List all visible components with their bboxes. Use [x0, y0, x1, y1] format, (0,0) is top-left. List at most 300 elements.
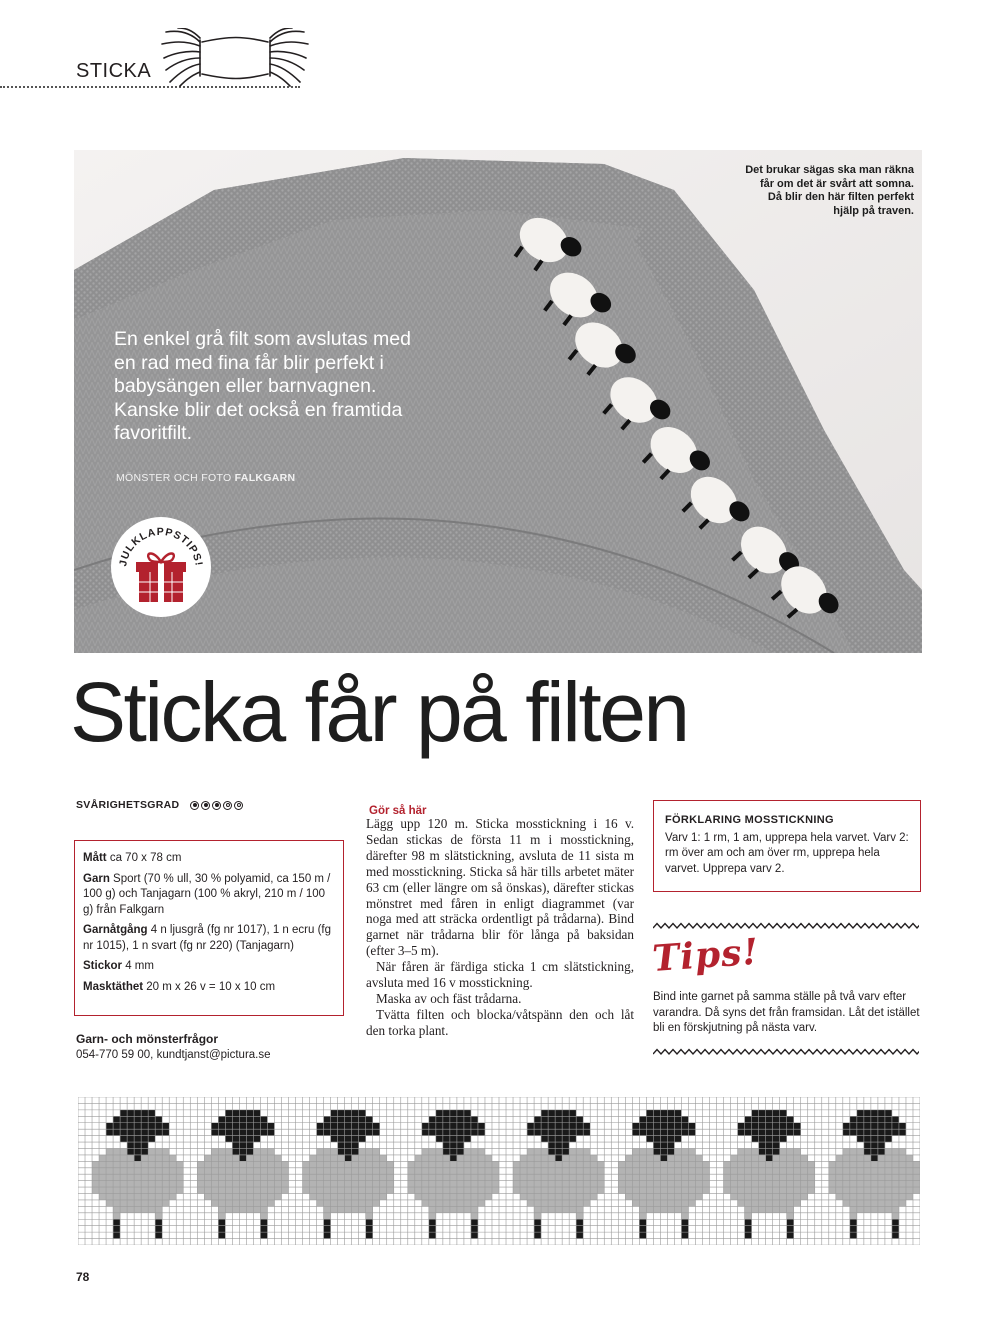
chart-cell-black	[366, 1219, 373, 1225]
chart-cell-grey	[225, 1155, 232, 1161]
chart-cell-grey	[562, 1187, 569, 1193]
chart-cell-grey	[310, 1187, 317, 1193]
chart-cell-grey	[415, 1194, 422, 1200]
chart-cell-grey	[864, 1187, 871, 1193]
chart-cell-black	[667, 1123, 674, 1129]
chart-cell-grey	[464, 1148, 471, 1154]
chart-cell-grey	[576, 1155, 583, 1161]
chart-cell-black	[141, 1142, 148, 1148]
chart-cell-grey	[317, 1174, 324, 1180]
chart-cell-grey	[590, 1194, 597, 1200]
chart-cell-grey	[303, 1161, 310, 1167]
chart-cell-black	[246, 1116, 253, 1122]
chart-cell-grey	[366, 1213, 373, 1219]
chart-cell-black	[471, 1123, 478, 1129]
chart-cell-black	[639, 1226, 646, 1232]
chart-cell-grey	[155, 1168, 162, 1174]
chart-cell-black	[155, 1219, 162, 1225]
chart-cell-grey	[127, 1174, 134, 1180]
chart-cell-black	[660, 1129, 667, 1135]
chart-cell-grey	[162, 1161, 169, 1167]
chart-cell-grey	[569, 1168, 576, 1174]
chart-cell-grey	[120, 1187, 127, 1193]
chart-cell-black	[787, 1226, 794, 1232]
chart-cell-grey	[422, 1174, 429, 1180]
chart-cell-black	[134, 1142, 141, 1148]
chart-cell-grey	[162, 1148, 169, 1154]
chart-cell-grey	[850, 1168, 857, 1174]
chart-cell-grey	[745, 1206, 752, 1212]
chart-cell-grey	[232, 1206, 239, 1212]
chart-cell-grey	[429, 1174, 436, 1180]
chart-cell-grey	[352, 1155, 359, 1161]
chart-cell-grey	[148, 1200, 155, 1206]
chart-cell-grey	[120, 1206, 127, 1212]
chart-cell-grey	[422, 1187, 429, 1193]
chart-cell-grey	[148, 1168, 155, 1174]
difficulty-dot-filled	[212, 801, 221, 810]
chart-cell-black	[759, 1136, 766, 1142]
chart-cell-black	[260, 1123, 267, 1129]
chart-cell-black	[555, 1116, 562, 1122]
chart-cell-grey	[667, 1206, 674, 1212]
chart-cell-grey	[801, 1187, 808, 1193]
moss-text: Varv 1: 1 rm, 1 am, upprepa hela varvet. Varv 2: rm över am och am över rm, upprepa hela varvet. Upprepa varv 2.	[665, 831, 909, 875]
chart-cell-black	[422, 1123, 429, 1129]
chart-cell-black	[457, 1136, 464, 1142]
photo-credit	[116, 472, 295, 484]
chart-cell-black	[667, 1129, 674, 1135]
chart-cell-grey	[239, 1181, 246, 1187]
chart-cell-grey	[843, 1148, 850, 1154]
chart-cell-grey	[232, 1155, 239, 1161]
chart-cell-grey	[639, 1213, 646, 1219]
chart-cell-black	[681, 1123, 688, 1129]
chart-cell-grey	[464, 1206, 471, 1212]
chart-cell-grey	[324, 1174, 331, 1180]
method-heading: Gör så här	[369, 805, 427, 817]
chart-cell-grey	[429, 1168, 436, 1174]
chart-cell-black	[660, 1136, 667, 1142]
chart-cell-black	[443, 1142, 450, 1148]
chart-cell-grey	[303, 1187, 310, 1193]
chart-cell-grey	[387, 1168, 394, 1174]
chart-cell-black	[373, 1123, 380, 1129]
chart-cell-grey	[787, 1194, 794, 1200]
chart-cell-grey	[155, 1200, 162, 1206]
chart-cell-grey	[422, 1168, 429, 1174]
chart-cell-grey	[787, 1155, 794, 1161]
chart-cell-grey	[267, 1194, 274, 1200]
chart-cell-grey	[338, 1200, 345, 1206]
chart-cell-grey	[415, 1181, 422, 1187]
chart-cell-grey	[548, 1194, 555, 1200]
chart-cell-grey	[331, 1187, 338, 1193]
chart-cell-black	[366, 1123, 373, 1129]
chart-cell-grey	[576, 1148, 583, 1154]
chart-cell-grey	[464, 1200, 471, 1206]
chart-cell-grey	[878, 1181, 885, 1187]
chart-cell-grey	[373, 1148, 380, 1154]
chart-cell-black	[787, 1232, 794, 1238]
chart-cell-grey	[857, 1206, 864, 1212]
chart-cell-black	[338, 1129, 345, 1135]
chart-cell-grey	[766, 1200, 773, 1206]
chart-cell-grey	[338, 1181, 345, 1187]
chart-cell-grey	[373, 1155, 380, 1161]
chart-cell-grey	[485, 1174, 492, 1180]
chart-cell-black	[324, 1123, 331, 1129]
chart-cell-grey	[773, 1161, 780, 1167]
chart-cell-grey	[331, 1194, 338, 1200]
chart-cell-black	[555, 1129, 562, 1135]
chart-cell-grey	[303, 1181, 310, 1187]
chart-cell-grey	[913, 1187, 920, 1193]
chart-cell-black	[569, 1116, 576, 1122]
chart-cell-grey	[253, 1148, 260, 1154]
chart-cell-black	[562, 1148, 569, 1154]
chart-cell-black	[752, 1129, 759, 1135]
chart-cell-grey	[113, 1168, 120, 1174]
chart-cell-grey	[359, 1168, 366, 1174]
chart-cell-grey	[471, 1148, 478, 1154]
knitting-chart	[78, 1097, 920, 1245]
chart-cell-grey	[562, 1161, 569, 1167]
chart-cell-black	[885, 1116, 892, 1122]
chart-cell-grey	[646, 1174, 653, 1180]
chart-cell-black	[253, 1136, 260, 1142]
chart-cell-black	[246, 1110, 253, 1116]
chart-cell-grey	[127, 1155, 134, 1161]
chart-cell-grey	[317, 1194, 324, 1200]
chart-cell-grey	[892, 1194, 899, 1200]
chart-cell-black	[850, 1123, 857, 1129]
method-paragraph: Maska av och fäst trådarna.	[376, 990, 522, 1006]
chart-cell-grey	[274, 1161, 281, 1167]
chart-cell-grey	[625, 1168, 632, 1174]
chart-cell-black	[773, 1129, 780, 1135]
chart-cell-black	[871, 1136, 878, 1142]
chart-cell-black	[864, 1110, 871, 1116]
chart-cell-grey	[787, 1148, 794, 1154]
chart-cell-black	[134, 1148, 141, 1154]
chart-cell-black	[639, 1123, 646, 1129]
chart-cell-black	[766, 1116, 773, 1122]
chart-grid	[78, 1097, 920, 1245]
chart-cell-grey	[436, 1174, 443, 1180]
chart-cell-grey	[766, 1194, 773, 1200]
chart-cell-black	[352, 1116, 359, 1122]
chart-cell-grey	[225, 1206, 232, 1212]
chart-cell-grey	[148, 1194, 155, 1200]
chart-cell-black	[464, 1123, 471, 1129]
chart-cell-grey	[127, 1206, 134, 1212]
chart-cell-grey	[639, 1174, 646, 1180]
chart-cell-black	[759, 1123, 766, 1129]
chart-cell-grey	[527, 1168, 534, 1174]
chart-cell-grey	[541, 1155, 548, 1161]
chart-cell-grey	[317, 1155, 324, 1161]
chart-cell-grey	[695, 1181, 702, 1187]
chart-cell-grey	[773, 1194, 780, 1200]
chart-cell-black	[331, 1110, 338, 1116]
chart-cell-grey	[850, 1187, 857, 1193]
chart-cell-black	[457, 1123, 464, 1129]
chart-cell-black	[457, 1148, 464, 1154]
chart-cell-black	[366, 1129, 373, 1135]
chart-cell-grey	[745, 1200, 752, 1206]
chart-cell-grey	[681, 1200, 688, 1206]
chart-cell-grey	[520, 1155, 527, 1161]
chart-cell-grey	[162, 1168, 169, 1174]
chart-cell-grey	[436, 1194, 443, 1200]
chart-cell-grey	[674, 1148, 681, 1154]
chart-cell-grey	[660, 1200, 667, 1206]
chart-cell-grey	[780, 1200, 787, 1206]
chart-cell-grey	[246, 1155, 253, 1161]
chart-cell-grey	[787, 1168, 794, 1174]
chart-cell-grey	[674, 1194, 681, 1200]
chart-cell-grey	[92, 1168, 99, 1174]
chart-cell-black	[148, 1129, 155, 1135]
chart-cell-grey	[317, 1200, 324, 1206]
chart-cell-grey	[590, 1168, 597, 1174]
chart-cell-grey	[253, 1168, 260, 1174]
chart-cell-grey	[366, 1194, 373, 1200]
chart-cell-black	[759, 1129, 766, 1135]
chart-cell-grey	[639, 1187, 646, 1193]
chart-cell-grey	[106, 1174, 113, 1180]
chart-cell-grey	[429, 1161, 436, 1167]
chart-cell-black	[260, 1226, 267, 1232]
chart-cell-grey	[766, 1168, 773, 1174]
chart-cell-black	[218, 1226, 225, 1232]
chart-cell-black	[885, 1129, 892, 1135]
chart-cell-grey	[260, 1194, 267, 1200]
chart-cell-black	[246, 1123, 253, 1129]
chart-cell-grey	[359, 1206, 366, 1212]
chart-cell-black	[260, 1116, 267, 1122]
chart-cell-grey	[155, 1148, 162, 1154]
chart-cell-grey	[310, 1194, 317, 1200]
chart-cell-grey	[267, 1200, 274, 1206]
chart-cell-grey	[260, 1187, 267, 1193]
chart-cell-grey	[345, 1206, 352, 1212]
chart-cell-grey	[688, 1161, 695, 1167]
chart-cell-black	[464, 1110, 471, 1116]
chart-cell-black	[345, 1123, 352, 1129]
chart-cell-black	[562, 1136, 569, 1142]
chart-cell-black	[239, 1136, 246, 1142]
chart-cell-grey	[681, 1148, 688, 1154]
chart-cell-black	[239, 1148, 246, 1154]
chart-cell-grey	[864, 1194, 871, 1200]
chart-cell-grey	[548, 1187, 555, 1193]
chart-cell-grey	[387, 1181, 394, 1187]
chart-cell-grey	[429, 1181, 436, 1187]
chart-cell-black	[576, 1123, 583, 1129]
chart-cell-grey	[794, 1174, 801, 1180]
chart-cell-black	[239, 1123, 246, 1129]
chart-cell-grey	[625, 1181, 632, 1187]
chart-cell-grey	[345, 1174, 352, 1180]
chart-cell-grey	[892, 1200, 899, 1206]
chart-cell-black	[555, 1142, 562, 1148]
chart-cell-grey	[667, 1161, 674, 1167]
chart-cell-grey	[787, 1174, 794, 1180]
chart-cell-grey	[352, 1168, 359, 1174]
chart-cell-grey	[576, 1213, 583, 1219]
chart-cell-grey	[274, 1174, 281, 1180]
chart-cell-black	[225, 1116, 232, 1122]
chart-cell-grey	[653, 1168, 660, 1174]
chart-cell-grey	[871, 1194, 878, 1200]
chart-cell-black	[892, 1226, 899, 1232]
chart-cell-grey	[436, 1206, 443, 1212]
chart-cell-black	[787, 1116, 794, 1122]
chart-cell-black	[660, 1142, 667, 1148]
chart-cell-grey	[794, 1168, 801, 1174]
chart-cell-grey	[752, 1174, 759, 1180]
chart-cell-black	[548, 1116, 555, 1122]
chart-cell-grey	[569, 1161, 576, 1167]
chart-cell-black	[541, 1123, 548, 1129]
chart-cell-grey	[120, 1181, 127, 1187]
chart-cell-black	[759, 1148, 766, 1154]
chart-cell-grey	[857, 1174, 864, 1180]
chart-cell-grey	[429, 1155, 436, 1161]
chart-cell-grey	[843, 1155, 850, 1161]
chart-cell-grey	[597, 1161, 604, 1167]
chart-cell-grey	[169, 1168, 176, 1174]
chart-cell-grey	[674, 1168, 681, 1174]
chart-cell-grey	[485, 1161, 492, 1167]
chart-cell-grey	[429, 1213, 436, 1219]
chart-cell-grey	[527, 1148, 534, 1154]
chart-cell-black	[450, 1116, 457, 1122]
chart-cell-grey	[787, 1181, 794, 1187]
chart-cell-black	[429, 1116, 436, 1122]
chart-cell-grey	[239, 1168, 246, 1174]
chart-cell-grey	[338, 1168, 345, 1174]
chart-cell-grey	[843, 1194, 850, 1200]
chart-cell-grey	[331, 1161, 338, 1167]
chart-cell-black	[843, 1129, 850, 1135]
chart-cell-grey	[625, 1155, 632, 1161]
chart-cell-grey	[541, 1206, 548, 1212]
chart-cell-grey	[681, 1213, 688, 1219]
chart-cell-grey	[871, 1181, 878, 1187]
chart-cell-grey	[338, 1174, 345, 1180]
chart-cell-black	[562, 1129, 569, 1135]
chart-cell-black	[773, 1148, 780, 1154]
headline: Sticka får på filten	[70, 665, 688, 759]
chart-cell-grey	[829, 1161, 836, 1167]
chart-cell-black	[639, 1219, 646, 1225]
chart-cell-grey	[429, 1200, 436, 1206]
chart-cell-grey	[674, 1200, 681, 1206]
chart-cell-black	[864, 1129, 871, 1135]
chart-cell-grey	[899, 1187, 906, 1193]
chart-cell-black	[674, 1123, 681, 1129]
chart-cell-grey	[408, 1181, 415, 1187]
contact-text: 054-770 59 00, kundtjanst@pictura.se	[76, 1049, 271, 1061]
chart-cell-black	[745, 1116, 752, 1122]
chart-cell-grey	[731, 1194, 738, 1200]
chart-cell-grey	[569, 1181, 576, 1187]
chart-cell-grey	[738, 1200, 745, 1206]
chart-cell-grey	[204, 1181, 211, 1187]
chart-cell-grey	[141, 1194, 148, 1200]
chart-cell-grey	[864, 1174, 871, 1180]
chart-cell-black	[148, 1110, 155, 1116]
chart-cell-black	[843, 1123, 850, 1129]
moss-title: FÖRKLARING MOSSTICKNING	[665, 814, 834, 826]
chart-cell-grey	[366, 1168, 373, 1174]
chart-cell-grey	[324, 1194, 331, 1200]
chart-cell-grey	[113, 1148, 120, 1154]
chart-cell-grey	[457, 1155, 464, 1161]
chart-cell-grey	[127, 1187, 134, 1193]
chart-cell-grey	[653, 1194, 660, 1200]
chart-cell-grey	[162, 1194, 169, 1200]
chart-cell-black	[218, 1116, 225, 1122]
chart-cell-grey	[576, 1168, 583, 1174]
chart-cell-grey	[555, 1187, 562, 1193]
chart-cell-black	[674, 1116, 681, 1122]
chart-cell-grey	[555, 1181, 562, 1187]
yarn-skein-icon	[160, 28, 310, 88]
chart-cell-grey	[380, 1168, 387, 1174]
chart-cell-grey	[415, 1174, 422, 1180]
chart-cell-grey	[843, 1200, 850, 1206]
chart-cell-grey	[836, 1174, 843, 1180]
chart-cell-black	[436, 1110, 443, 1116]
chart-cell-grey	[780, 1187, 787, 1193]
chart-cell-grey	[408, 1187, 415, 1193]
chart-cell-grey	[885, 1161, 892, 1167]
chart-cell-grey	[885, 1181, 892, 1187]
chart-cell-grey	[878, 1194, 885, 1200]
chart-cell-grey	[688, 1194, 695, 1200]
chart-cell-black	[443, 1116, 450, 1122]
chart-cell-grey	[134, 1174, 141, 1180]
chart-cell-grey	[359, 1194, 366, 1200]
chart-cell-grey	[646, 1200, 653, 1206]
chart-cell-black	[113, 1232, 120, 1238]
chart-cell-grey	[359, 1161, 366, 1167]
chart-cell-grey	[899, 1155, 906, 1161]
chart-cell-black	[436, 1129, 443, 1135]
chart-cell-black	[239, 1129, 246, 1135]
chart-cell-grey	[780, 1181, 787, 1187]
section-label: STICKA	[76, 60, 152, 82]
chart-cell-grey	[99, 1168, 106, 1174]
chart-cell-grey	[204, 1187, 211, 1193]
chart-cell-grey	[632, 1181, 639, 1187]
chart-cell-grey	[583, 1194, 590, 1200]
chart-cell-grey	[674, 1187, 681, 1193]
chart-cell-black	[331, 1123, 338, 1129]
chart-cell-black	[260, 1232, 267, 1238]
chart-cell-black	[352, 1129, 359, 1135]
chart-cell-black	[660, 1155, 667, 1161]
chart-cell-grey	[660, 1206, 667, 1212]
chart-cell-grey	[485, 1168, 492, 1174]
chart-cell-grey	[597, 1187, 604, 1193]
chart-cell-grey	[218, 1181, 225, 1187]
chart-cell-grey	[674, 1174, 681, 1180]
